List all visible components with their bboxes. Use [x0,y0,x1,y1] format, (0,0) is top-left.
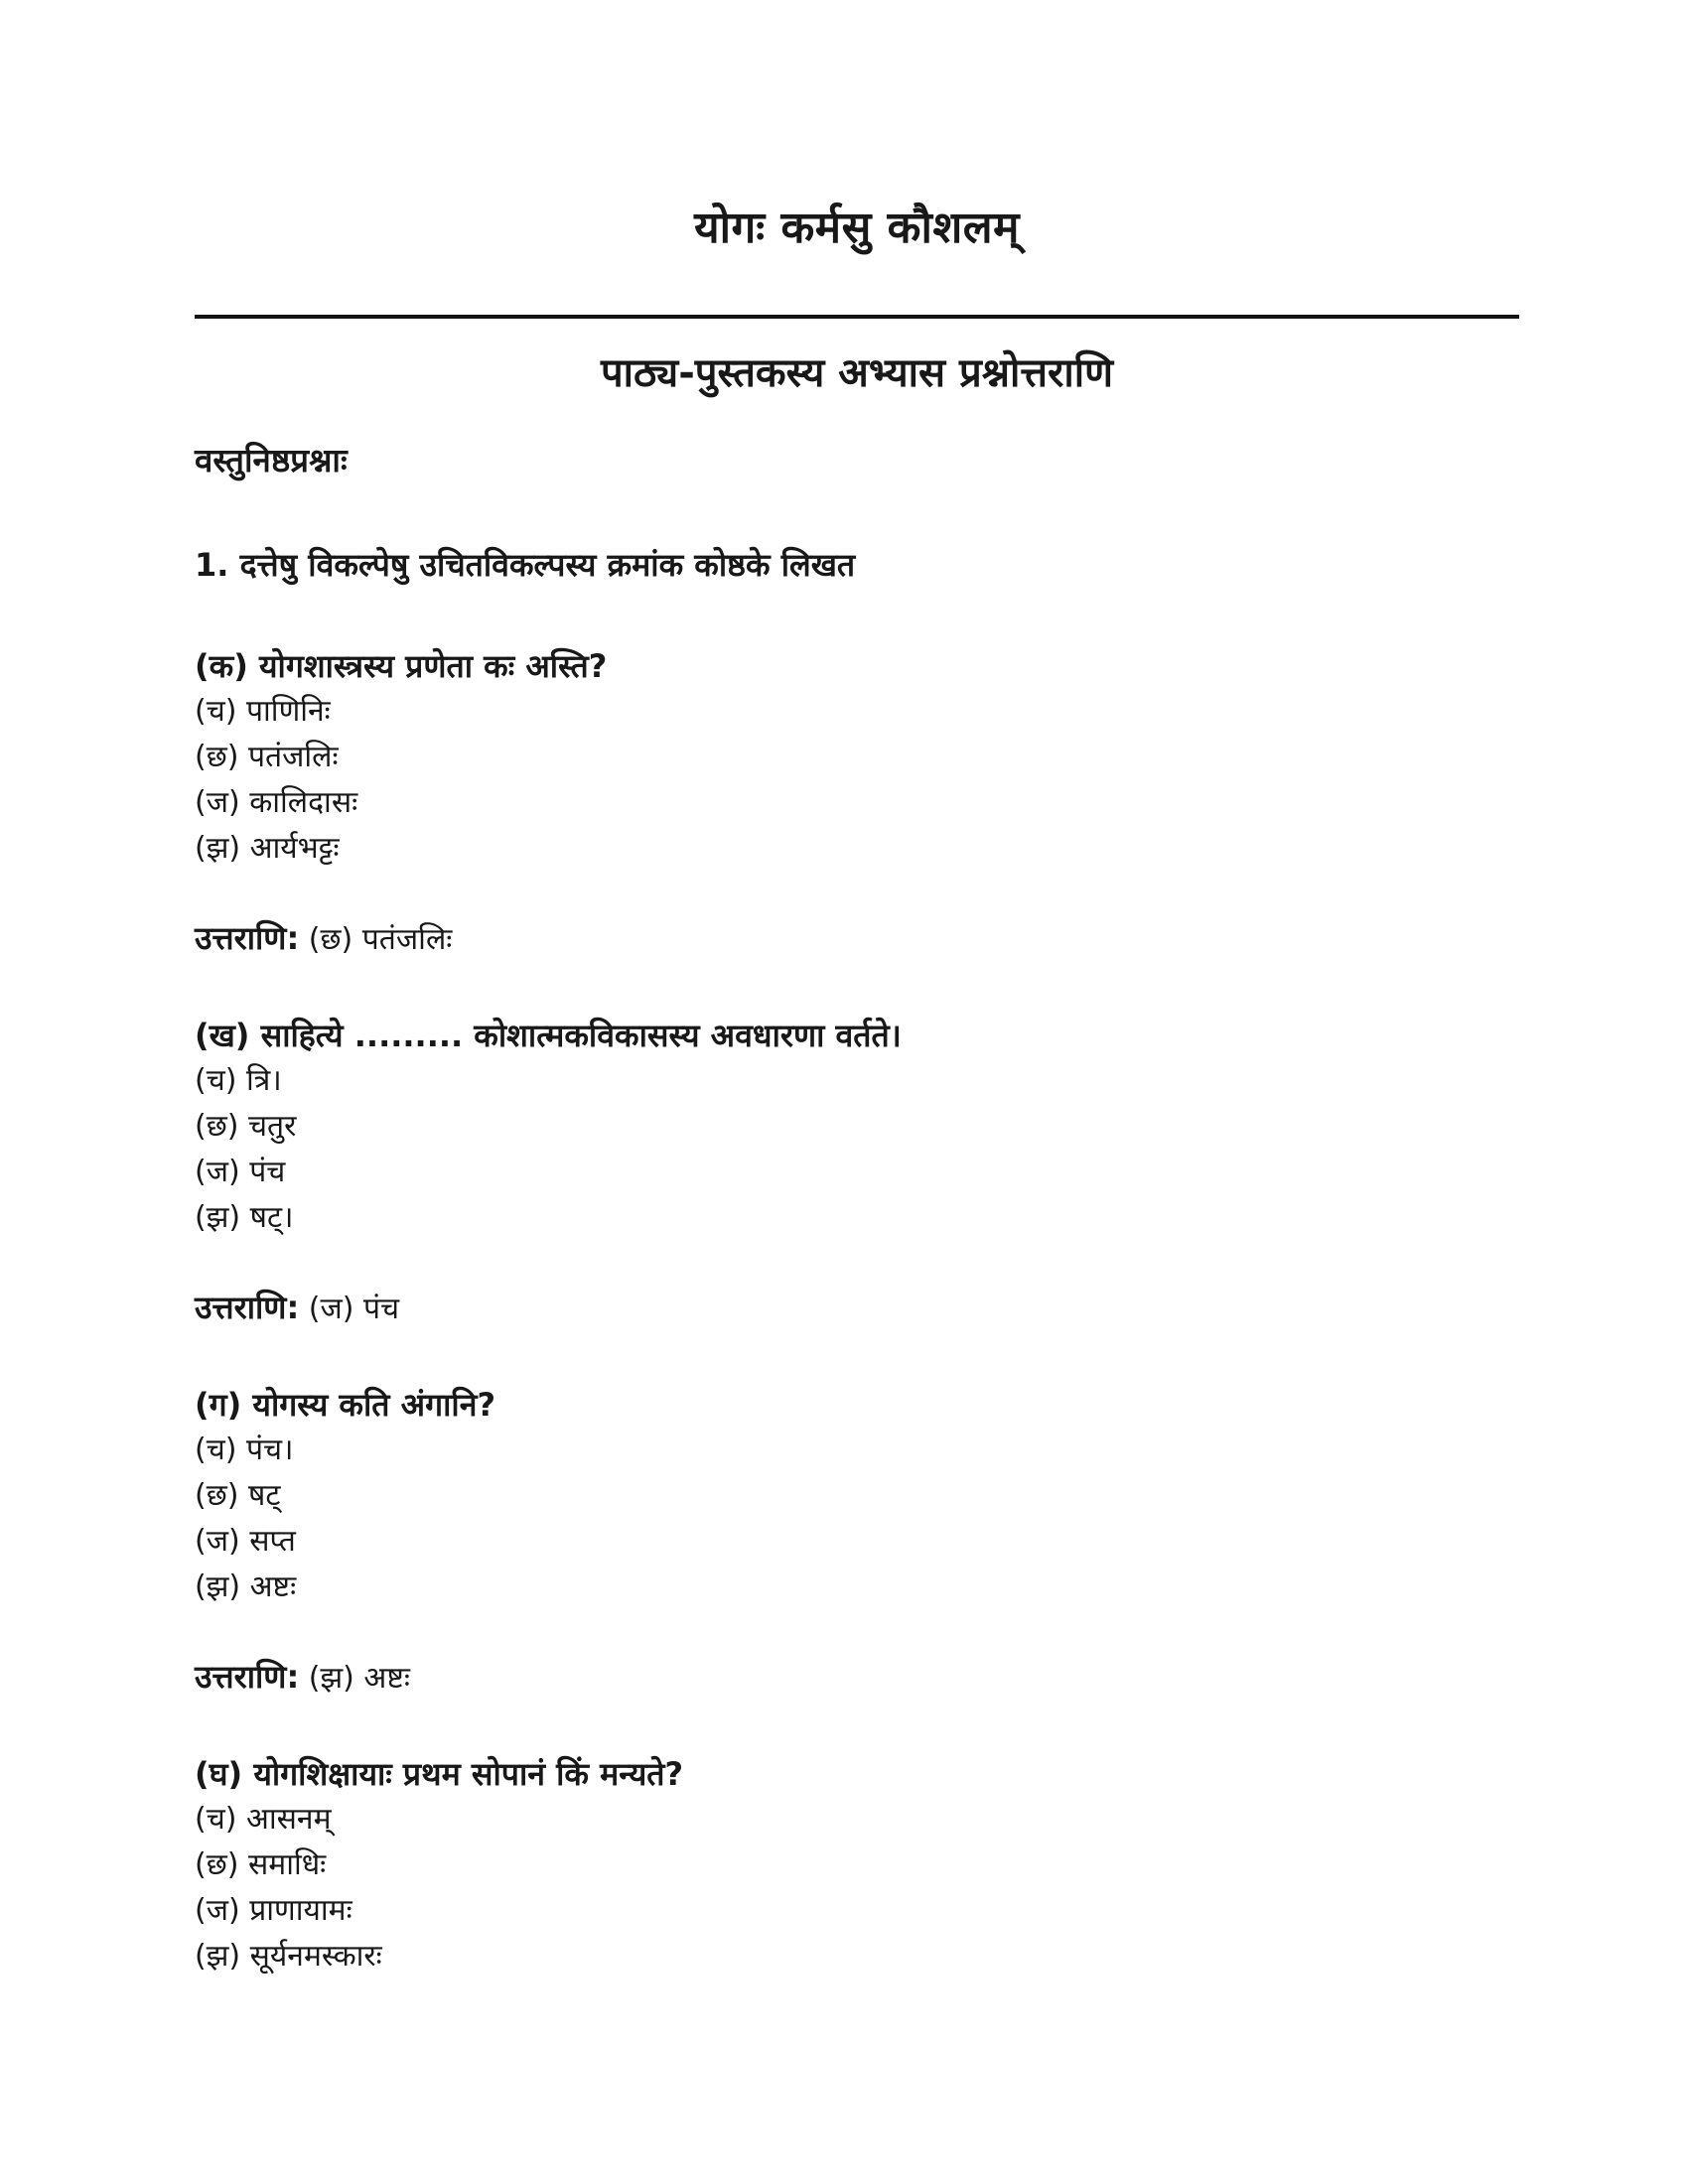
question-block-gha [195,1751,1519,1979]
option: (ज) सप्त [195,1524,296,1559]
question-label: (ग) [195,1386,242,1424]
option: (छ) चतुर [195,1109,297,1144]
answer-value: (ज) पंच [308,1292,400,1326]
section-heading: वस्तुनिष्ठप्रश्नाः [195,441,348,479]
option: (च) आसनम् [195,1802,332,1837]
option: (झ) षट्। [195,1200,294,1235]
option: (ज) प्राणायामः [195,1893,352,1928]
question-block-kha [195,1013,1519,1332]
question-body: साहित्ये ......... कोशात्मकविकासस्य अवधारणा वर्तते। [260,1017,902,1054]
option: (झ) आर्यभट्टः [195,831,340,866]
answer-line [195,1285,1519,1332]
question-text [195,1013,1519,1058]
question-block-ga [195,1382,1519,1702]
option: (च) पंच। [195,1433,294,1467]
answer-value: (झ) अष्टः [308,1661,410,1696]
option: (झ) अष्टः [195,1570,297,1604]
question-text [195,1382,1519,1428]
option: (ज) कालिदासः [195,785,358,820]
answer-label: उत्तराणि: [195,1289,300,1326]
answer-value: (छ) पतंजलिः [308,922,453,957]
option: (च) त्रि। [195,1063,282,1098]
question-body: योगशिक्षायाः प्रथम सोपानं किं मन्यते? [253,1755,684,1793]
answer-label: उत्तराणि: [195,919,300,957]
option: (छ) समाधिः [195,1847,327,1882]
answer-line [195,915,1519,963]
instruction-line: 1. दत्तेषु विकल्पेषु उचितविकल्पस्य क्रमांक कोष्ठके लिखत [195,546,856,584]
question-label: (घ) [195,1755,243,1793]
chapter-title: योगः कर्मसु कौशलम् [694,203,1020,253]
question-body: योगस्य कति अंगानि? [252,1386,496,1424]
answer-line [195,1654,1519,1702]
page-subtitle: पाठ्य-पुस्तकस्य अभ्यास प्रश्नोत्तराणि [600,350,1114,396]
option: (छ) षट् [195,1478,281,1513]
question-text [195,1751,1519,1797]
question-label: (क) [195,647,248,685]
option: (च) पाणिनिः [195,694,331,729]
option: (झ) सूर्यनमस्कारः [195,1939,382,1974]
question-body: योगशास्त्रस्य प्रणेता कः अस्ति? [258,647,608,685]
answer-label: उत्तराणि: [195,1658,300,1696]
question-block-ka [195,643,1519,963]
horizontal-rule [195,315,1519,319]
option: (ज) पंच [195,1155,286,1189]
option: (छ) पतंजलिः [195,740,339,774]
question-label: (ख) [195,1017,250,1054]
question-text [195,643,1519,689]
